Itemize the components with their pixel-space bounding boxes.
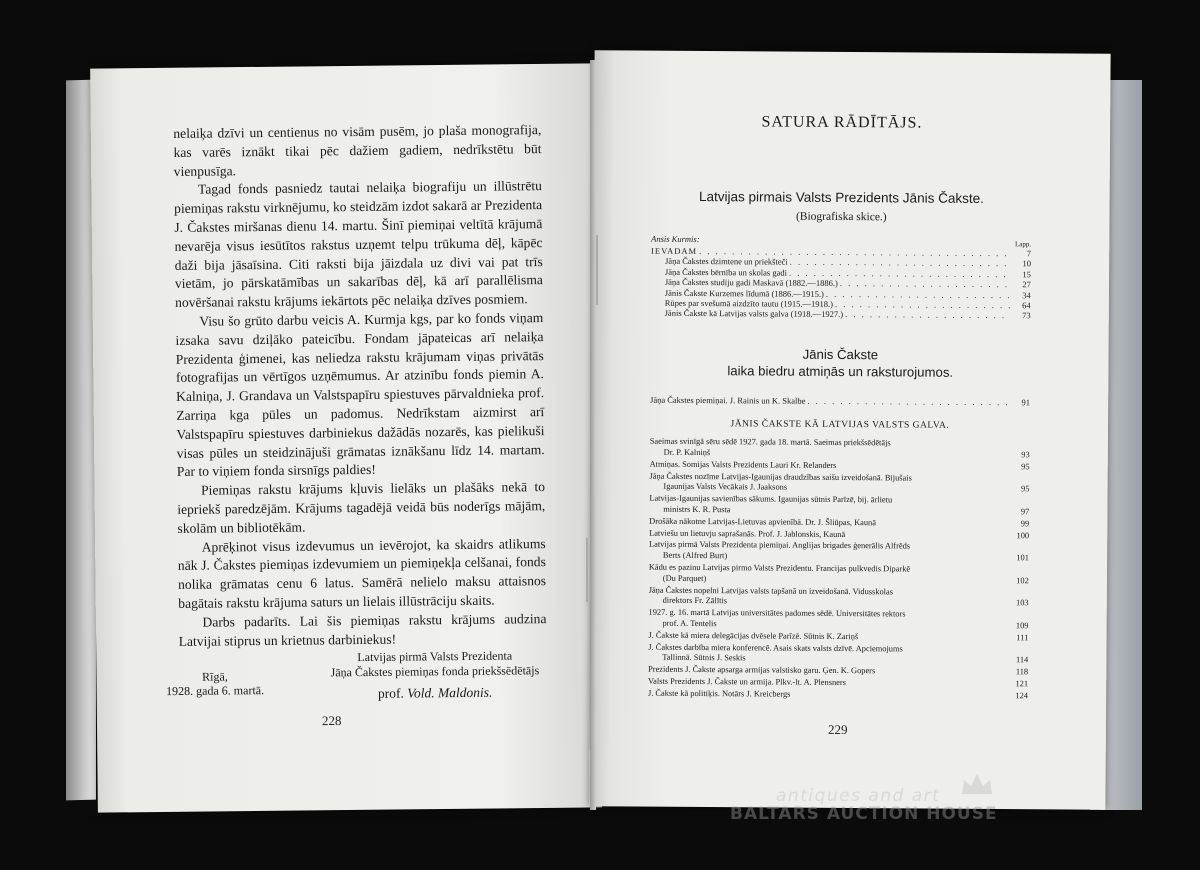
- page-number-right: 229: [827, 721, 848, 738]
- crown-icon: [960, 772, 994, 798]
- toc-entry: J. Čakste kā miera delegācijas dvēsele Parīzē. Sūtnis K. Zariņš 111: [648, 630, 1029, 643]
- toc-title: SATURA RĀDĪTĀJS.: [761, 113, 923, 132]
- toc-row: Rūpes par svešumā aizdzīto tautu (1915.—1918.) . . . 64: [651, 298, 1031, 311]
- toc-entry: Prezidents J. Čakste apsarga armijas valstisko garu. Ģen. K. Gopers 118: [648, 664, 1029, 677]
- paragraph: Tagad fonds pasniedz tautai nelaiķa biografiju un illūstrētu piemiņas rakstu virknējumu, ko steidzām izdot sakarā ar Prezidenta J. Čakstes miršanas dienu 14. martu. Šinī piemiņai veltītā krājumā nevarēja visus iesūtītos rakstus uzņemt telpu trūkuma dēļ, kāpēc daži bija jāsaīsina. Citi raksti bija jāizdala uz divi vai pat trīs vietām, jo pārskatāmības un sakarības dēļ, kā arī parallēlisma novēršanai rakstu krājums iekārtots pēc nelaiķa dzīves posmiem.: [174, 178, 543, 311]
- paragraph: Aprēķinot visus izdevumus un ievērojot, ka skaidrs atlikums nāk J. Čakstes piemiņas izdevumiem un piemiņekļa celšanai, fonds nolika grāmatas cenu 6 latus. Samērā nelielo maksu attaisnos bagātais rakstu krājuma saturs un lielais illūstrāciju skaits.: [177, 535, 547, 611]
- place-date: [160, 669, 270, 698]
- signatory-title-1: Latvijas pirmā Valsts Prezidenta: [357, 648, 513, 665]
- toc-row: IEVADAM . . . 7: [651, 246, 1031, 259]
- signatory-prefix: prof.: [377, 685, 404, 701]
- section1-title: Latvijas pirmais Valsts Prezidents Jānis Čakste.: [698, 189, 984, 206]
- toc-row: Jāņa Čakstes bērnība un skolas gadi . . . 15: [651, 266, 1031, 279]
- watermark-line2: BALTARS AUCTION HOUSE: [730, 804, 998, 824]
- signatory-title-2: Jāņa Čakstes piemiņas fonda priekšsēdētājs: [330, 663, 540, 680]
- toc-section1: [651, 246, 1031, 321]
- paragraph: Visu šo grūto darbu veicis A. Kurmja kgs, par ko fonds viņam izsaka savu dziļāko pateicību. Fondam jāpateicas arī nelaiķa Prezidenta ģimenei, kas neliedza rakstu krājumam viņas privātās fotografijas un vērtīgos uzņēmumus. Ar atzinību fonds piemin A. Kalniņa, J. Grandava un Valstspapīru spiestuves pārvaldnieka prof. Zarriņa kga pūles un padomus. Nedrīkstam aizmirst arī Valstspapīru spiestuves darbiniekus dažādās nozarēs, kas pielikuši visas pūles un steidzinājuši grāmatas iznākšanu līdz 14. martam. Par to viņiem fonda sirsnīgs paldies!: [175, 310, 545, 480]
- paragraph: nelaiķa dzīvi un centienus no visām pusēm, jo plaša monografija, kas varēs iznākt tikai pēc dažiem gadiem, nedrīkstētu būt vienpusīga.: [173, 122, 542, 179]
- toc-entry: Valsts Prezidents J. Čakste un armija. Plkv.-lt. A. Plensners 121: [648, 676, 1029, 689]
- toc-section3: [648, 437, 1030, 702]
- toc-entry: Latvijas-Igaunijas savienības sākums. Igaunijas sūtnis Parīzē, bij. ārlietu ministrs K. R. Pusta 97: [649, 493, 1030, 517]
- paragraph: Darbs padarīts. Lai šis piemiņas rakstu krājums audzina Latvijai stiprus un krietnus darbiniekus!: [178, 610, 547, 649]
- toc-entry: Latvijas pirmā Valsts Prezidenta piemiņai. Anglijas brigades ģenerālis Alfrēds Berts (Alfred Burt) 101: [648, 540, 1029, 563]
- toc-entry: Jāņa Čakstes nopelni Latvijas valsts tapšanā un izveidošanā. Vidusskolas direktors Fr. Zālītis 103: [648, 585, 1029, 608]
- staple-top: [596, 235, 598, 305]
- toc-row: Jānis Čakste Kurzemes līdumā (1886.—1915.) . . . 34: [651, 287, 1031, 300]
- table-of-contents: [648, 109, 1032, 703]
- toc-row: Jānis Čakste kā Latvijas valsts galva (1918.—1927.) . . . 73: [651, 308, 1031, 321]
- toc-entry: 1927. g. 16. martā Latvijas universitātes padomes sēdē. Universitātes rektors prof. A. Tentelis 109: [648, 607, 1029, 631]
- signatory: [300, 648, 571, 702]
- section2-title: Jānis Čakste laika biedru atmiņās un raksturojumos.: [727, 346, 954, 380]
- toc-row: Jāņa Čakstes piemiņai. J. Rainis un K. Skalbe . . . 91: [650, 395, 1030, 408]
- signature-block: [160, 648, 581, 712]
- section3-title: JĀNIS ČAKSTE KĀ LATVIJAS VALSTS GALVA.: [730, 419, 950, 432]
- toc-entry: Saeimas svinīgā sēru sēdē 1927. gada 18. martā. Saeimas priekšsēdētājs Dr. P. Kalniņš 93: [649, 436, 1030, 460]
- toc-entry: Drošāka nākotne Latvijas-Lietuvas apvienībā. Dr. J. Šliūpas, Kaunā 99: [649, 516, 1030, 529]
- page-number-left: 228: [321, 712, 342, 729]
- toc-entry: Latviešu un lietuvju saprašanās. Prof. J. Jablonskis, Kaunā 100: [649, 528, 1030, 540]
- section1-subtitle: (Biografiska skice.): [795, 210, 887, 224]
- place: Rīgā,: [202, 669, 228, 684]
- toc-entry: J. Čakste kā politiķis. Notārs J. Kreicbergs 124: [647, 688, 1029, 701]
- left-page-body: [173, 121, 546, 651]
- toc-entry: Jāņa Čakstes nozīme Latvijas-Igaunijas draudzības saišu izveidošanā. Bijušais Igaunijas Valsts Vecākais J. Jaaksons 95: [649, 471, 1030, 494]
- watermark: [730, 786, 1110, 826]
- author: Ansis Kurmis:: [651, 233, 700, 245]
- paragraph: Piemiņas rakstu krājums kļuvis lielāks un plašāks nekā to iepriekš paredzējām. Krājums tagadējā veidā būs noderīgs mājām, skolām un bibliotēkām.: [177, 479, 546, 536]
- date: 1928. gada 6. martā.: [166, 683, 265, 699]
- toc-row: Jāņa Čakstes dzimtene un priekšteči . . . 10: [651, 256, 1031, 269]
- book-spine: [590, 60, 596, 810]
- toc-entry: Kādu es pazinu Latvijas pirmo Valsts Prezidentu. Francijas pulkvedis Diparkē (Du Parquet) 102: [648, 562, 1029, 586]
- staple-bottom: [586, 538, 588, 602]
- signatory-name-line: [300, 684, 570, 702]
- page-column-label: Lapp.: [1014, 240, 1032, 249]
- signatory-name: Vold. Maldonis.: [407, 684, 493, 701]
- toc-entry: J. Čakstes darbība miera konferencē. Asais skats valsts dzīvē. Apciemojums Tallinnā. Sūtnis J. Seskis 114: [648, 642, 1029, 665]
- toc-row: Jāņa Čakstes studiju gadi Maskavā (1882.—1886.) . . . 27: [651, 277, 1031, 290]
- watermark-line1: antiques and art: [776, 786, 941, 806]
- toc-entry: Atmiņas. Somijas Valsts Prezidents Lauri Kr. Relanders 95: [649, 459, 1030, 472]
- toc-section2: [650, 395, 1030, 408]
